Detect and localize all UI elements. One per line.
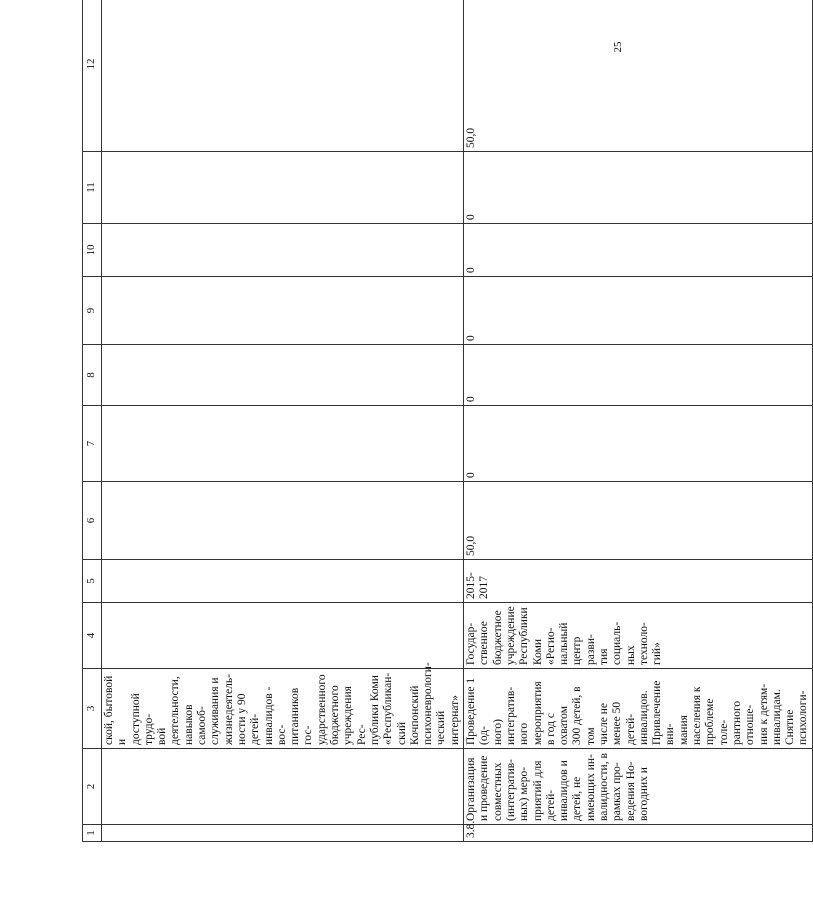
cell-value: 0	[464, 406, 813, 482]
cell-number: 3.8.	[464, 825, 813, 842]
cell-executor	[102, 603, 464, 669]
cell-expected-result: ской, бытовой и доступной трудо- вой деятельности, навыков самооб- служивания и жизнедеятель- ности у 90 детей- инвалидов - вос- питанников гос- ударственного бюджетного учреждения Рес- публики Коми «Республикан- ский Кочпонский психоневрологи- ческий интернат»	[102, 669, 464, 749]
column-number-row	[83, 0, 102, 842]
cell-activity: Организация и проведение совместных (интегратив- ных) меро- приятий для детей- инвалидов и детей, не имеющих ин- валидности, в рамках про- ведения Но- вогодних и	[464, 749, 813, 825]
column-number: 4	[83, 603, 102, 669]
cell-number	[102, 825, 464, 842]
cell-value: 0	[464, 224, 813, 277]
cell-value: 0	[464, 152, 813, 224]
program-activities-table	[82, 0, 813, 842]
column-number: 7	[83, 406, 102, 482]
column-number: 11	[83, 152, 102, 224]
column-number: 2	[83, 749, 102, 825]
cell-value	[102, 406, 464, 482]
cell-activity	[102, 749, 464, 825]
column-number: 3	[83, 669, 102, 749]
cell-period	[102, 560, 464, 603]
column-number: 12	[83, 0, 102, 152]
column-number: 5	[83, 560, 102, 603]
cell-value: 0	[464, 277, 813, 345]
cell-value: 50,0	[464, 482, 813, 560]
cell-value: 50,0	[464, 0, 813, 152]
cell-value	[102, 345, 464, 406]
column-number: 9	[83, 277, 102, 345]
cell-executor: Государ- ственное бюджетное учреждение Республики Коми «Регио- нальный центр разви- тия социаль- ных техноло- гий»	[464, 603, 813, 669]
column-number: 8	[83, 345, 102, 406]
page-number: 25	[612, 41, 624, 53]
cell-value	[102, 0, 464, 152]
column-number: 6	[83, 482, 102, 560]
cell-value	[102, 277, 464, 345]
cell-value	[102, 482, 464, 560]
table-row-3-8	[464, 0, 813, 842]
cell-value: 0	[464, 345, 813, 406]
rotated-table-container	[82, 58, 810, 842]
cell-expected-result: Проведение 1 (од- ного) интегратив- ного мероприятия в год с охватом 300 детей, в том числе не менее 50 детей-инвалидов. Привлечение вни- мания населения к проблеме толе- рантного отноше- ния к детям- инвалидам. Снятие психологи-	[464, 669, 813, 749]
cell-period: 2015- 2017	[464, 560, 813, 603]
column-number: 1	[83, 825, 102, 842]
cell-value	[102, 224, 464, 277]
table-row-continuation	[102, 0, 464, 842]
cell-value	[102, 152, 464, 224]
column-number: 10	[83, 224, 102, 277]
